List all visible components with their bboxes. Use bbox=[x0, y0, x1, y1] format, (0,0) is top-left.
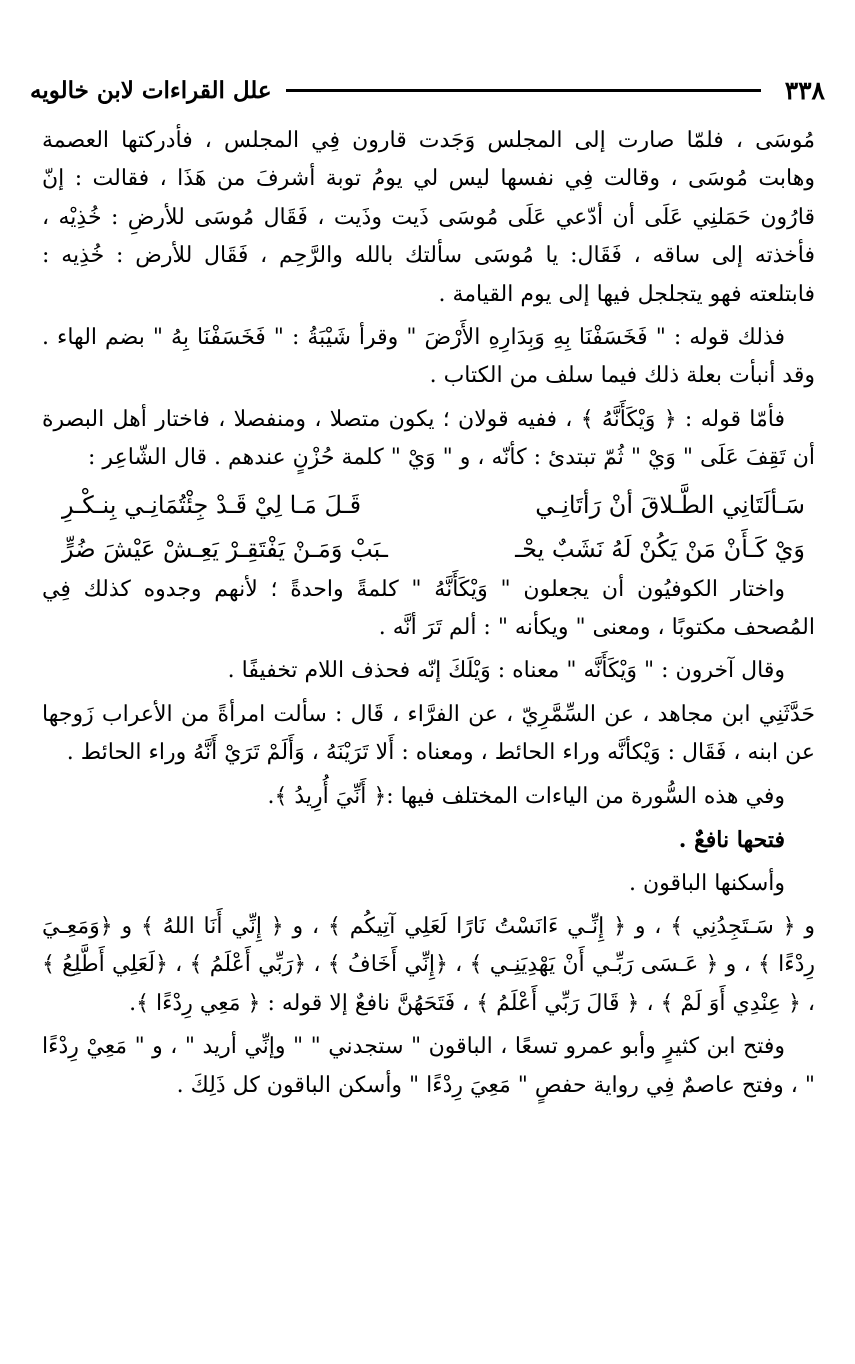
paragraph: وقال آخرون : " وَيْكَأَنَّه " معناه : وَيْلَكَ إنّه فحذف اللام تخفيفًا . bbox=[227, 658, 785, 684]
verse-hemistich: ـبَبْ وَمَـنْ يَفْتَقِـرْ يَعِـشْ عَيْشَ ضُرٍّ bbox=[62, 534, 388, 563]
poetry-verse bbox=[42, 483, 815, 527]
verse-hemistich: قَـلَ مَـا لِيْ قَـدْ جِئْتُمَانِـي بِنـكْـرِ bbox=[62, 490, 362, 519]
page-number: ٣٣٨ bbox=[784, 75, 825, 105]
paragraph: مُوسَى ، فلمّا صارت إلى المجلس وَجَدت قارون فِي المجلس ، فأدركتها العصمة وهابت مُوسَى ، وقالت فِي نفسها ليس لي يومُ توبة أشرفَ من هَذَا ، فقالت : إنّ قارُون حَمَلنِي عَلَى أن أدّعي عَلَى مُوسَى ذَيت وذَيت ، فَقَال مُوسَى للأرضِ : خُذِيْه ، فأخذته إلى ساقه ، فَقَال: يا مُوسَى سألتك بالله والرَّحِم ، فَقَال للأرض : خُذِيه : فابتلعته فهو يتجلجل فيها إلى يوم القيامة . bbox=[42, 128, 815, 307]
paragraph: حَدَّثَنِي ابن مجاهد ، عن السِّمَّرِيّ ، عن الفرَّاء ، قَال : سألت امرأةً من الأعراب زَوجها عن ابنه ، فَقَال : وَيْكأنَّه وراء الحائط ، ومعناه : أَلا تَرَيْنَهُ ، وَأَلَمْ تَرَيْ أَنَّهُ وراء الحائط . bbox=[42, 701, 815, 766]
paragraph: و ﴿ سَـتَجِدُنِي ﴾ ، و ﴿ إِنِّـي ءَانَسْتُ نَارًا لَعَلِي آتِيكُم ﴾ ، و ﴿ إِنِّي أَنَا اللهُ ﴾ و ﴿وَمَعِـيَ رِدْءًا ﴾ ، و ﴿ عَـسَى رَبِّـي أَنْ يَهْدِيَنِـي ﴾ ، ﴿إِنِّي أَخَافُ ﴾ ، ﴿رَبِّي أَعْلَمُ ﴾ ، ﴿لَعَلِي أَطَّلِعُ ﴾ ، ﴿ عِنْدِي أَوَ لَمْ ﴾ ، ﴿ قَالَ رَبِّي أَعْلَمُ ﴾ ، فَتَحَهُنَّ نافعٌ إلا قوله : ﴿ مَعِي رِدْءًا ﴾. bbox=[42, 913, 815, 1016]
paragraph: فتحها نافعٌ . bbox=[678, 827, 785, 854]
paragraph: فأمّا قوله : ﴿ وَيْكَأَنَّهُ ﴾ ، ففيه قولان ؛ يكون متصلا ، ومنفصلا ، فاختار أهل البصرة أن تَقِفَ عَلَى " وَيْ " ثُمّ تبتدئ : كأنّه ، و " وَيْ " كلمة حُزْنٍ عندهم . قال الشّاعِر : bbox=[42, 406, 815, 471]
poetry-verse bbox=[42, 527, 815, 571]
paragraph: وأسكنها الباقون . bbox=[629, 870, 785, 896]
paragraph: واختار الكوفيُون أن يجعلون " وَيْكَأَنَّهُ " كلمةً واحدةً ؛ لأنهم وجدوه كذلك فِي المُصحف مكتوبًا ، ومعنى " ويكأنه " : ألم تَرَ أنَّه . bbox=[42, 576, 815, 641]
header-rule bbox=[286, 89, 761, 92]
paragraph: فذلك قوله : " فَخَسَفْنَا بِهِ وَبِدَارِهِ الأَرْضَ " وقرأ شَيْبَةُ : " فَخَسَفْنَا بِهُ " بضم الهاء . وقد أنبأت بعلة ذلك فيما سلف من الكتاب . bbox=[42, 325, 815, 389]
paragraph: وفتح ابن كثيرٍ وأبو عمرو تسعًا ، الباقون " ستجدني " " وإنِّي أريد " ، و " مَعِيْ رِدْءًا " ، وفتح عاصمٌ فِي رواية حفصٍ " مَعِيَ رِدْءًا " وأسكن الباقون كل ذَلِكَ . bbox=[42, 1034, 815, 1098]
running-header bbox=[30, 70, 825, 110]
verse-hemistich: سَـألَتَانِي الطَّـلاقَ أنْ رَأتَانِـي bbox=[535, 490, 805, 519]
book-title: علل القراءات لابن خالويه bbox=[30, 76, 272, 104]
paragraph: وفي هذه السُّورة من الياءات المختلف فيها :﴿ أَنِّيَ أُرِيدُ ﴾. bbox=[267, 783, 785, 809]
page-body bbox=[42, 122, 815, 1110]
verse-hemistich: وَيْ كَـأَنْ مَنْ يَكُنْ لَهُ نَشَبٌ يحْـ bbox=[515, 534, 805, 563]
